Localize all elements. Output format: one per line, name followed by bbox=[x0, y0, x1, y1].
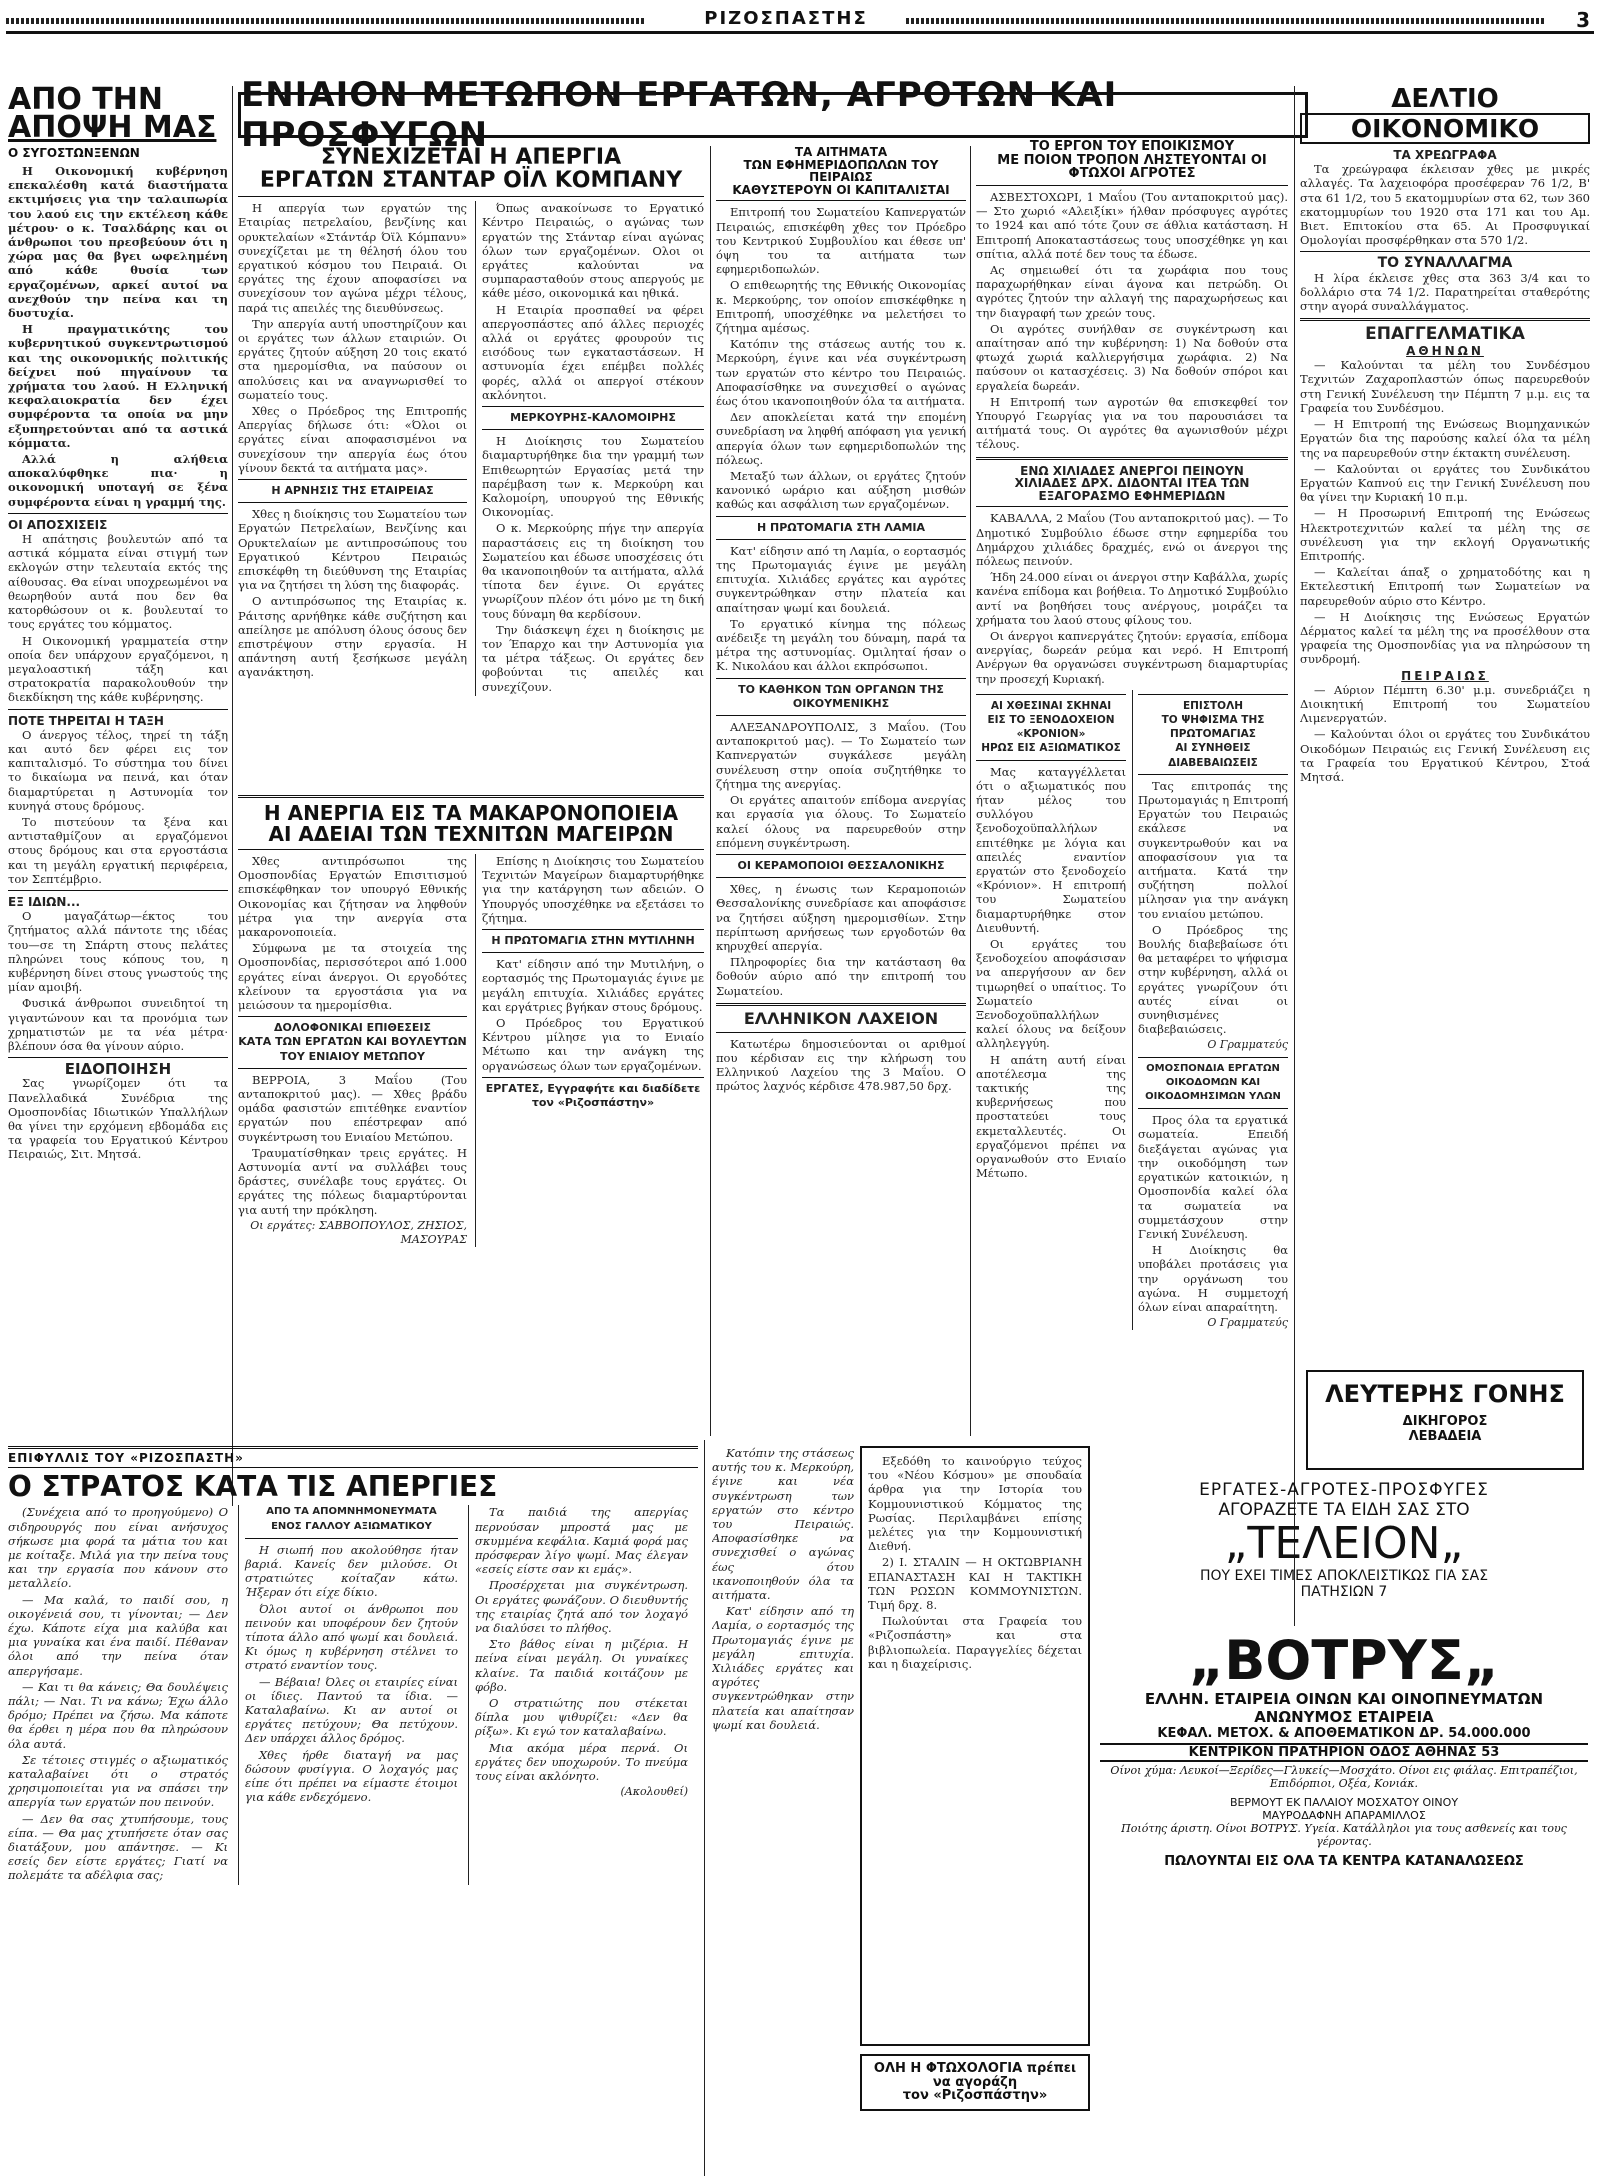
article-subheading bbox=[1138, 699, 1288, 770]
article-macaroni-unemployment bbox=[238, 790, 704, 1440]
section-heading: ΟΙ ΑΠΟΣΧΙΣΕΙΣ bbox=[8, 517, 108, 532]
paragraph: — Η Διοίκησις της Ενώσεως Εργατών Δέρματος καλεί τα μέλη της να προσέλθουν στα γραφεία της Ομοσπονδίας για να πληρώσουν τη συνδρομή. bbox=[1300, 609, 1590, 667]
paragraph: Ο στρατιώτης που στέκεται δίπλα μου ψιθυρίζει: «Δεν θα ρίξω». Κι εγώ τον καταλαβαίνω. bbox=[475, 1696, 688, 1739]
section-heading: ΕΞ ΙΔΙΩΝ... bbox=[8, 894, 81, 909]
paragraph: Τα χρεώγραφα έκλεισαν χθες με μικρές αλλαγές. Τα λαχειοφόρα προσέφεραν 76 1/2, Β' στα 61 1/2, του 5 εκατομμυρίων στα 62, των 360 εκατομμυρίων του 1920 στα 171 και του Αμ. Βιετ. Επιτοκίου στα 65. Αι Προσφυγικαί Ομολογίαι προσφέρθηκαν στα 570 1/2. bbox=[1300, 162, 1590, 248]
signature: Οι εργάτες: ΣΑΒΒΟΠΟΥΛΟΣ, ΖΗΣΙΟΣ, ΜΑΣΟΥΡΑΣ bbox=[250, 1218, 467, 1247]
paragraph: Φυσικά άνθρωποι συνειδητοί τη γιγαντώνουν και τα προνόμια των χρηματιστών με τα νέα μέτρα· βλέπουν όσα θα γίνουν αύριο. bbox=[8, 996, 228, 1053]
ad-line: ΑΓΟΡΑΖΕΤΕ ΤΑ ΕΙΔΗ ΣΑΣ ΣΤΟ bbox=[1218, 1500, 1470, 1520]
ad-line: ΑΝΩΝΥΜΟΣ ΕΤΑΙΡΕΙΑ bbox=[1254, 1708, 1434, 1726]
paragraph: Σύμφωνα με τα στοιχεία της Ομοσπονδίας, περισσότεροι από 1.000 εργάτες είναι άνεργοι. Οι εργοδότες κλείνουν τα εργοστάσια για να μειώσουν τα ημερομίσθια. bbox=[238, 941, 467, 1013]
banner-title: ΕΝΙΑΙΟΝ ΜΕΤΩΠΟΝ ΕΡΓΑΤΩΝ, ΑΓΡΟΤΩΝ ΚΑΙ ΠΡΟΣΦΥΓΩΝ bbox=[241, 75, 1118, 155]
paragraph: Δεν αποκλείεται κατά την επομένη συνεδρίαση να ληφθή απόφαση για γενική απεργία όλων των εφημεριδοπωλών της πόλεως. bbox=[716, 410, 966, 467]
paragraph: — Αύριον Πέμπτη 6.30' μ.μ. συνεδριάζει η Διοικητική Επιτροπή του Σωματείου Λιμενεργατών. bbox=[1300, 682, 1590, 726]
headline-line2: ΕΡΓΑΤΩΝ ΣΤΑΝΤΑΡ ΟΪΛ ΚΟΜΠΑΝΥ bbox=[259, 168, 683, 194]
article-subheading: Η ΠΡΩΤΟΜΑΓΙΑ ΣΤΗΝ ΜΥΤΙΛΗΝΗ bbox=[491, 934, 695, 948]
paragraph: Η Οικονομική γραμματεία στην οποία δεν υπάρχουν εργαζόμενοι, η μεγαλοαστική τάξη και στρατοκρατία παρακολουθούν την διεκδίκηση της κάθε κυβέρνησης. bbox=[8, 633, 228, 705]
subheading-line: ΑΙ ΣΥΝΗΘΕΙΣ ΔΙΑΒΕΒΑΙΩΣΕΙΣ bbox=[1168, 742, 1258, 769]
divider bbox=[716, 516, 966, 517]
divider bbox=[1138, 1108, 1288, 1109]
column-text bbox=[1300, 148, 1590, 784]
divider bbox=[482, 929, 704, 930]
paragraph: Η απάτη αυτή είναι αποτέλεσμα της τακτικής της κυβερνήσεως που προστατεύει τους εκμεταλλευτές. Οι εργαζόμενοι πρέπει να οργανωθούν στο Ενιαίο Μέτωπο. bbox=[976, 1052, 1126, 1181]
continued-note: (Ακολουθεί) bbox=[620, 1785, 688, 1799]
signature: Ο Γραμματεύς bbox=[1207, 1038, 1288, 1052]
subheading-line: ΧΙΛΙΑΔΕΣ ΔΡΧ. ΔΙΔΟΝΤΑΙ ΙΤΕΑ ΤΩΝ ΕΞΑΓΟΡΑΣΜΟ ΕΦΗΜΕΡΙΔΩΝ bbox=[1014, 476, 1250, 503]
paragraph: Οι εργάτες του ξενοδοχείου αποφάσισαν να απεργήσουν αν δεν τιμωρηθεί ο υπαίτιος. Το Σωματείο Ξενοδοχοϋπαλλήλων καλεί όλους να δείξουν αλληλεγγύη. bbox=[976, 937, 1126, 1051]
divider bbox=[976, 457, 1288, 460]
column-byline: Ο ΣΥΓΟΣΤΩΝΞΕΝΩΝ bbox=[8, 146, 140, 160]
column-title-line1: ΑΠΟ ΤΗΝ bbox=[8, 86, 163, 117]
headline-line1: Η ΑΝΕΡΓΙΑ ΕΙΣ ΤΑ ΜΑΚΑΡΟΝΟΠΟΙΕΙΑ bbox=[263, 801, 679, 825]
paragraph: Η Διοίκησις του Σωματείου διαμαρτυρήθηκε δια την γραμμή των Επιθεωρητών Εργασίας μετά την παρέμβαση των κ. Μερκούρη και Καλομοίρη, υπουργού της Εθνικής Οικονομίας. bbox=[482, 434, 704, 520]
section-heading: ΤΟ ΣΥΝΑΛΛΑΓΜΑ bbox=[1377, 255, 1513, 272]
divider bbox=[716, 854, 966, 855]
paragraph: — Η Προσωρινή Επιτροπή της Ενώσεως Ηλεκτροτεχνιτών καλεί τα μέλη της σε συνέλευση για την εκλογή Οργανωτικής Επιτροπής. bbox=[1300, 506, 1590, 563]
paragraph: — Καλείται άπαξ ο χρηματοδότης και η Εκτελεστική Επιτροπή των Σωματείων να παρευρεθούν αύριο στο Κέντρο. bbox=[1300, 565, 1590, 608]
paragraph: Το εργατικό κίνημα της πόλεως ανέδειξε τη μεγάλη του δύναμη, παρά τα μέτρα της αστυνομίας. Ομιληταί ήσαν ο Κ. Νικολάου και άλλοι εκπρόσωποι. bbox=[716, 616, 966, 674]
paragraph: Τραυματίσθηκαν τρεις εργάτες. Η Αστυνομία αντί να συλλάβει τους δράστες, συνέλαβε τους εργάτες. Οι εργάτες της πόλεως διαμαρτύρονται για αυτή την πρόκληση. bbox=[238, 1145, 467, 1217]
paragraph: Κατ' είδησιν από τη Λαμία, ο εορτασμός της Πρωτομαγιάς έγινε με μεγάλη επιτυχία. Χιλιάδες εργάτες και αγρότες συγκεντρώθηκαν στην πλατεία και απαίτησαν ψωμί και δουλειά. bbox=[716, 543, 966, 615]
ad-line: ΜΑΥΡΟΔΑΦΝΗ ΑΠΑΡΑΜΙΛΛΟΣ bbox=[1262, 1809, 1426, 1822]
paragraph: Προς όλα τα εργατικά σωματεία. Επειδή διεξάγεται αγώνας για την οικοδόμηση των εργατικών κατοικιών, η Ομοσπονδία καλεί όλα τα σωματεία να συμμετάσχουν στην Γενική Συνέλευση. bbox=[1138, 1113, 1288, 1241]
paragraph: Η απάτησις βουλευτών από τα αστικά κόμματα είναι στιγμή των εκλογών στην τελευταία εκτός της αίθουσας. Θα είναι υποχρεωμένοι να θεωρηθούν αυτά που δεν θα κατορθώσουν οι κ. βουλευταί το τους εργάτες του κόμματος. bbox=[8, 532, 228, 632]
section-heading: ΠΟΤΕ ΤΗΡΕΙΤΑΙ Η ΤΑΞΗ bbox=[8, 713, 164, 728]
feuilleton-subtitle bbox=[245, 1505, 458, 1533]
paragraph: Οι άνεργοι καπνεργάτες ζητούν: εργασία, επίδομα ανεργίας, δωρεάν ρεύμα και νερό. Η Επιτροπή Ανέργων θα οργανώσει συγκέντρωση διαμαρτυρίας την προσεχή Κυριακή. bbox=[976, 628, 1288, 686]
paragraph: ΑΣΒΕΣΤΟΧΩΡΙ, 1 Μαΐου (Του ανταποκριτού μας). — Στο χωριό «Αλειξίκι» ήλθαν πρόσφυγες αγρότες το 1924 και από τότε ζουν σε άθλια κατάσταση. Η Επιτροπή Αποκαταστάσεως τους υποσχέθηκε γη και σπίτια, αλλά ποτέ δεν τους τα έδωσε. bbox=[976, 189, 1288, 261]
paragraph: Ήδη 24.000 είναι οι άνεργοι στην Καβάλλα, χωρίς κανένα επίδομα και βοήθεια. Το Δημοτικό Συμβούλιο αντί να βοηθήσει τους ανέργους, μοιράζει τα χρήματα του λαού στους φίλους του. bbox=[976, 570, 1288, 627]
masthead bbox=[6, 8, 1594, 34]
subscribe-line: τον «Ριζοσπάστην» bbox=[902, 2088, 1048, 2104]
paragraph: — Και τι θα κάνεις; Θα δουλέψεις πάλι; — Ναι. Τι να κάνω; Έχω άλλο δρόμο; Πρέπει να ζήσω. Μα κάποτε θα έρθει η μέρα που θα πληρώσουν όλα αυτά. bbox=[8, 1679, 228, 1751]
divider bbox=[716, 539, 966, 540]
column-title bbox=[1300, 86, 1590, 144]
article-headline bbox=[976, 140, 1288, 181]
divider bbox=[8, 709, 228, 710]
divider bbox=[8, 890, 228, 891]
article-subheading bbox=[976, 465, 1288, 503]
divider bbox=[1138, 694, 1288, 695]
subheading-line: ΑΙ ΧΘΕΣΙΝΑΙ ΣΚΗΝΑΙ bbox=[990, 699, 1112, 712]
paragraph: Ο μαγαζάτωρ—έκτος του ζητήματος αλλά πάντοτε της ιδέας του—σε τη Σπάρτη στους πελάτες πληρώνει τους κόπους του, η κυβέρνηση δίνει στους γνωστούς της μίαν αμοιβή. bbox=[8, 909, 228, 995]
divider bbox=[238, 849, 704, 850]
paragraph: Σε τέτοιες στιγμές ο αξιωματικός καταλαβαίνει ότι ο στρατός χρησιμοποιείται για να σπάσει την απεργία των εργατών που πεινούν. bbox=[8, 1752, 228, 1810]
article-settlement bbox=[976, 140, 1288, 1440]
publications-notice bbox=[860, 1446, 1090, 2046]
article-headline bbox=[238, 146, 704, 192]
divider bbox=[716, 1003, 966, 1006]
paragraph: Ο κ. Μερκούρης πήγε την απεργία παραστάσεις εις τη διοίκηση του Σωματείου και έδωσε υποσχέσεις ότι θα ικανοποιηθούν τα αιτήματα, αλλά τίποτα δεν έγινε. Οι εργάτες γνωρίζουν πλέον ότι μόνο με τη δική τους δύναμη θα κερδίσουν. bbox=[482, 521, 704, 621]
paragraph: Ο Πρόεδρος του Εργατικού Κέντρου μίλησε για το Ενιαίο Μέτωπο και την ανάγκη της οργανώσεως όλων των εργαζομένων. bbox=[482, 1016, 704, 1073]
column-rule bbox=[1294, 86, 1295, 1626]
article-subheading: Η ΑΡΝΗΣΙΣ ΤΗΣ ΕΤΑΙΡΕΙΑΣ bbox=[271, 484, 434, 498]
paragraph: Όπως ανακοίνωσε το Εργατικό Κέντρο Πειραιώς, ο αγώνας των εργατών της Στάνταρ είναι αγώνας όλων των εργαζομένων. Ολοι οι εργάτες καλούνται να συμπαρασταθούν στους απεργούς με κάθε μέσο, οικονομικά και ηθικά. bbox=[482, 201, 704, 301]
paragraph: Κατ' είδησιν από τη Λαμία, ο εορτασμός της Πρωτομαγιάς έγινε με μεγάλη επιτυχία. Χιλιάδες εργάτες και αγρότες συγκεντρώθηκαν στην πλατεία και απαίτησαν ψωμί και δουλειά. bbox=[712, 1604, 854, 1732]
masthead-rule-right bbox=[906, 18, 1546, 24]
column-title bbox=[8, 86, 228, 145]
paragraph: Ας σημειωθεί ότι τα χωράφια που τους παραχωρήθηκαν είναι άγονα και πετρώδη. Οι αγρότες ζητούν την αλλαγή της παραχωρήσεως και την διαγραφή των χρεών τους. bbox=[976, 262, 1288, 320]
section-subheading: ΑΘΗΝΩΝ bbox=[1406, 344, 1484, 359]
column-economic-bulletin bbox=[1300, 86, 1590, 1356]
article-body bbox=[238, 854, 704, 1247]
ad-line: ΠΟΥ ΕΧΕΙ ΤΙΜΕΣ ΑΠΟΚΛΕΙΣΤΙΚΩΣ ΓΙΑ ΣΑΣ bbox=[1199, 1568, 1489, 1584]
article-subheading: ΕΛΛΗΝΙΚΟΝ ΛΑΧΕΙΟΝ bbox=[743, 1008, 939, 1028]
paragraph: Εξεδόθη το καινούργιο τεύχος του «Νέου Κόσμου» με σπουδαία άρθρα για την Ιστορία του Κομμουνιστικού Κόμματος της Ρωσίας. Περιλαμβάνει επίσης μελέτες για την Κομμουνιστική Διεθνή. bbox=[868, 1454, 1082, 1554]
article-column-a bbox=[976, 690, 1126, 1331]
feuilleton-column-1 bbox=[8, 1505, 228, 1884]
paragraph: — Βέβαια! Όλες οι εταιρίες είναι οι ίδιες. Παντού τα ίδια. — Καταλαβαίνω. Κι αν αυτοί οι εργάτες πετύχουν; Θα πετύχουν. Δεν υπάρχει άλλος δρόμος. bbox=[245, 1674, 458, 1746]
ad-line: ΒΕΡΜΟΥΤ ΕΚ ΠΑΛΑΙΟΥ ΜΟΣΧΑΤΟΥ ΟΙΝΟΥ bbox=[1229, 1796, 1459, 1809]
votrys-ad bbox=[1100, 1629, 1588, 2172]
column-title-line2: ΑΠΟΨΗ ΜΑΣ bbox=[8, 110, 217, 145]
subheading-line: ΕΝΩ ΧΙΛΙΑΔΕΣ ΑΝΕΡΓΟΙ ΠΕΙΝΟΥΝ bbox=[1020, 463, 1244, 478]
paragraph: Επίσης η Διοίκησις του Σωματείου Τεχνιτών Μαγείρων διαμαρτυρήθηκε για την κατάργηση των αδειών. Ο Υπουργός υποσχέθηκε να εξετάσει το ζήτημα. bbox=[482, 854, 704, 925]
ad-line: ΚΕΝΤΡΙΚΟΝ ΠΡΑΤΗΡΙΟΝ ΟΔΟΣ ΑΘΗΝΑΣ 53 bbox=[1100, 1743, 1588, 1762]
divider bbox=[716, 877, 966, 878]
ad-line: Οίνοι χύμα: Λευκοί—Ξερίδες—Γλυκείς—Μοσχάτο. Οίνοι εις φιάλας. Επιτραπέζιοι, Επιδόρπιοι, Οξέα, Κονιάκ. bbox=[1110, 1764, 1578, 1790]
article-standard-oil-strike bbox=[238, 146, 704, 786]
subheading-line: ΚΑΤΑ ΤΩΝ ΕΡΓΑΤΩΝ ΚΑΙ ΒΟΥΛΕΥΤΩΝ bbox=[238, 1035, 467, 1049]
subheading-line: ΕΙΣ ΤΟ ΞΕΝΟΔΟΧΕΙΟΝ «ΚΡΟΝΙΟΝ» bbox=[987, 714, 1115, 741]
paragraph: — Η Επιτροπή της Ενώσεως Βιομηχανικών Εργατών δια της παρούσης καλεί όλα τα μέλη της να παρευρεθούν στην έκτακτη συνέλευση. bbox=[1300, 417, 1590, 460]
paragraph: Ο άνεργος τέλος, τηρεί τη τάξη και αυτό δεν φέρει εις τον καπιταλισμό. Το σύστημα του δίνει το δικαίωμα να πεινά, και όταν διαμαρτύρεται η Αστυνομία τον κυνηγά στους δρόμους. bbox=[8, 727, 228, 813]
ad-line: ΕΡΓΑΤΕΣ-ΑΓΡΟΤΕΣ-ΠΡΟΣΦΥΓΕΣ bbox=[1199, 1480, 1489, 1500]
feuilleton-label: ΕΠΙΦΥΛΛΙΣ ΤΟΥ «ΡΙΖΟΣΠΑΣΤΗ» bbox=[8, 1446, 698, 1468]
divider bbox=[238, 479, 467, 480]
paragraph: Η λίρα έκλεισε χθες στα 363 3/4 και το δολλάριο στα 74 1/2. Παρατηρείται σταθερότης στην αγορά συναλλάγματος. bbox=[1300, 270, 1590, 314]
paragraph: Σας γνωρίζομεν ότι τα Πανελλαδικά Συνέδρια της Ομοσπονδίας Ιδιωτικών Υπαλλήλων θα γίνει την ερχόμενη εβδομάδα εις τα γραφεία του Εργατικού Κέντρου Πειραιώς, Σιτ. Μητσά. bbox=[8, 1076, 228, 1162]
column-text bbox=[8, 164, 228, 1162]
divider bbox=[716, 200, 966, 201]
paragraph: ΚΑΒΑΛΛΑ, 2 Μαΐου (Του ανταποκριτού μας). — Το Δημοτικό Συμβούλιο έδωσε στην εφημερίδα του Δημάρχου χιλιάδες δραχμές, ενώ οι άνεργοι της πόλεως πεινούν. bbox=[976, 511, 1288, 568]
paragraph: ΒΕΡΡΟΙΑ, 3 Μαΐου (Του ανταποκριτού μας). — Χθες βράδυ ομάδα φασιστών επιτέθηκε εναντίον εργατών που επέστρεφαν από συγκέντρωση του Ενιαίου Μετώπου. bbox=[238, 1072, 467, 1144]
paragraph: Ο Πρόεδρος της Βουλής διαβεβαίωσε ότι θα μεταφέρει το ψήφισμα στην κυβέρνηση, αλλά οι εργάτες γνωρίζουν ότι αυτές είναι οι συνηθισμένες διαβεβαιώσεις. bbox=[1138, 922, 1288, 1037]
column-rule bbox=[232, 86, 233, 1506]
page-number: 3 bbox=[1576, 8, 1590, 32]
article-headline bbox=[716, 146, 966, 196]
divider bbox=[482, 952, 704, 953]
headline-line1: ΣΥΝΕΧΙΖΕΤΑΙ Η ΑΠΕΡΓΙΑ bbox=[320, 146, 622, 170]
paragraph: ΑΛΕΞΑΝΔΡΟΥΠΟΛΙΣ, 3 Μαΐου. (Του ανταποκριτού μας). — Το Σωματείο των Καπνεργατών συγκάλεσε μεγάλη συνέλευση στην οποία συζητήθηκε το ζήτημα της ανεργίας. bbox=[716, 720, 966, 791]
article-column-b bbox=[475, 201, 704, 696]
paragraph: Κατωτέρω δημοσιεύονται οι αριθμοί που κέρδισαν εις την κλήρωση του Ελληνικού Λαχείου της 3 Μαΐου. Ο πρώτος λαχνός κέρδισε 478.987,50 δρχ. bbox=[716, 1036, 966, 1094]
feuilleton-overflow bbox=[712, 1446, 854, 2176]
paragraph: Κατ' είδησιν από την Μυτιλήνη, ο εορτασμός της Πρωτομαγιάς έγινε με μεγάλη επιτυχία. Χιλιάδες εργάτες και εργάτριες βγήκαν στους δρόμους. bbox=[482, 957, 704, 1014]
feuilleton-body bbox=[8, 1505, 698, 1884]
paragraph: Επιτροπή του Σωματείου Καπνεργατών Πειραιώς, επισκέφθη χθες τον Πρόεδρο του Κεντρικού Συμβουλίου και έθεσε υπ' όψη του τα αιτήματα των εφημεριδοπωλών. bbox=[716, 205, 966, 277]
paragraph: Τας επιτροπάς της Πρωτομαγιάς η Επιτροπή Εργατών του Πειραιώς εκάλεσε να συγκεντρωθούν και να αποφασίσουν για τα αιτήματα. Κατά την συζήτηση πολλοί μίλησαν για την ανάγκη του ενιαίου μετώπου. bbox=[1138, 778, 1288, 921]
teleion-ad bbox=[1100, 1480, 1588, 1610]
ad-line: ΠΩΛΟΥΝΤΑΙ ΕΙΣ ΟΛΑ ΤΑ ΚΕΝΤΡΑ ΚΑΤΑΝΑΛΩΣΕΩΣ bbox=[1164, 1854, 1524, 1869]
ad-brand: „ΒΟΤΡΥΣ„ bbox=[1188, 1629, 1500, 1692]
feuilleton bbox=[8, 1446, 698, 2176]
column-rule bbox=[704, 1440, 705, 2176]
subheading-line: ΔΟΛΟΦΟΝΙΚΑΙ ΕΠΙΘΕΣΕΙΣ bbox=[273, 1021, 431, 1035]
paragraph: Χθες ο Πρόεδρος της Επιτροπής Απεργίας δήλωσε ότι: «Όλοι οι εργάτες είναι αποφασισμένοι να συνεχίσουν την απεργία έως ότου γίνουν δεκτά τα αιτήματα μας». bbox=[238, 404, 467, 475]
article-column-a bbox=[238, 201, 467, 696]
headline-line1: ΤΑ ΑΙΤΗΜΑΤΑ bbox=[794, 146, 888, 159]
paragraph: Μια ακόμα μέρα περνά. Οι εργάτες δεν υποχωρούν. Το πνεύμα τους είναι ακλόνητο. bbox=[475, 1740, 688, 1784]
divider bbox=[1300, 251, 1590, 252]
paragraph: Η Διοίκησις θα υποβάλει προτάσεις για την οργάνωση του αγώνα. Η συμμετοχή όλων είναι απαραίτητη. bbox=[1138, 1243, 1288, 1314]
subheading-line: ΟΜΟΣΠΟΝΔΙΑ ΕΡΓΑΤΩΝ bbox=[1146, 1062, 1280, 1074]
paragraph: 2) Ι. ΣΤΑΛΙΝ — Η ΟΚΤΩΒΡΙΑΝΗ ΕΠΑΝΑΣΤΑΣΗ ΚΑΙ Η ΤΑΚΤΙΚΗ ΤΩΝ ΡΩΣΩΝ ΚΟΜΜΟΥΝΙΣΤΩΝ. Τιμή δρχ. 8. bbox=[868, 1555, 1082, 1613]
paragraph: Η σιωπή που ακολούθησε ήταν βαριά. Κανείς δεν μιλούσε. Οι στρατιώτες κοίταζαν κάτω. Ήξεραν ότι είχε δίκιο. bbox=[245, 1542, 458, 1600]
paragraph: Ο αντιπρόσωπος της Εταιρίας κ. Ράιτσης αρνήθηκε κάθε συζήτηση και απείλησε με απόλυση όλους όσους δεν επιστρέψουν στην εργασία. Η απάντηση αυτή ξεσήκωσε μεγάλη αγανάκτηση. bbox=[238, 594, 467, 680]
article-column-a bbox=[238, 854, 467, 1247]
divider bbox=[238, 795, 704, 798]
subheading-line: ΟΙΚΟΔΟΜΩΝ ΚΑΙ ΟΙΚΟΔΟΜΗΣΙΜΩΝ ΥΛΩΝ bbox=[1145, 1076, 1281, 1103]
article-body bbox=[238, 201, 704, 696]
subscribe-line: ΟΛΗ Η ΦΤΩΧΟΛΟΓΙΑ πρέπει να αγοράζη bbox=[873, 2061, 1077, 2090]
article-text bbox=[716, 205, 966, 1093]
paragraph: Αλλά η αλήθεια αποκαλύφθηκε πια· η οικονομική υποταγή σε ξένα συμφέροντα είναι η γραμμή της. bbox=[8, 452, 228, 509]
paragraph: Η Οικονομική κυβέρνηση επεκαλέσθη κατά διαστήματα εκτιμήσεις για την ταλαιπωρία του λαού εις την εκτέλεση κάθε μέτρου· ο κ. Τσαλδάρης και οι άνθρωποι του πρεσβεύουν ότι η χώρα μας θα βγει ωφελημένη από κάθε θυσία των εργαζομένων, αρκεί αυτοί να ανεχθούν την πείνα και τη δυστυχία. bbox=[8, 164, 228, 321]
paragraph: Το πιστεύουν τα ξένα και αντισταθμίζουν αι εργαζόμενοι στους δρόμους και στα εργοστάσια και τη μεγάλη εργατική περιφέρεια, τον Σεπτέμβριο. bbox=[8, 814, 228, 886]
divider bbox=[245, 1538, 458, 1539]
masthead-title: ΡΙΖΟΣΠΑΣΤΗΣ bbox=[704, 8, 868, 29]
section-heading: ΤΑ ΧΡΕΩΓΡΑΦΑ bbox=[1393, 148, 1497, 162]
headline-line2: ΑΙ ΑΔΕΙΑΙ ΤΩΝ ΤΕΧΝΙΤΩΝ ΜΑΓΕΙΡΩΝ bbox=[268, 822, 674, 846]
lawyer-ad bbox=[1306, 1370, 1584, 1470]
lawyer-city: ΛΕΒΑΔΕΙΑ bbox=[1408, 1429, 1482, 1444]
feuilleton-column-3 bbox=[468, 1505, 688, 1884]
article-subheading: ΤΟ ΚΑΘΗΚΟΝ ΤΩΝ ΟΡΓΑΝΩΝ ΤΗΣ ΟΙΚΟΥΜΕΝΙΚΗΣ bbox=[738, 682, 944, 710]
paragraph: Χθες ήρθε διαταγή να μας δώσουν φυσίγγια. Ο λοχαγός μας είπε ότι πρέπει να είμαστε έτοιμοι για κάθε ενδεχόμενο. bbox=[245, 1747, 458, 1805]
paragraph: Οι εργάτες απαιτούν επίδομα ανεργίας και εργασία για όλους. Το Σωματείο καλεί όλους να παρευρεθούν στην επόμενη συγκέντρωση. bbox=[716, 793, 966, 850]
paragraph: Όλοι αυτοί οι άνθρωποι που πεινούν και υποφέρουν δεν ζητούν τίποτα άλλο από ψωμί και δουλειά. Κι όμως η κυβέρνηση στέλνει το στρατό εναντίον τους. bbox=[245, 1601, 458, 1673]
column-rule bbox=[710, 146, 711, 1436]
section-heading: ΕΙΔΟΠΟΙΗΣΗ bbox=[64, 1060, 172, 1079]
subheading-line: ΗΡΩΣ ΕΙΣ ΑΞΙΩΜΑΤΙΚΟΣ bbox=[981, 742, 1121, 755]
paragraph: Προσέρχεται μια συγκέντρωση. Οι εργάτες φωνάζουν. Ο διευθυντής της εταιρίας ζητά από τον λοχαγό να διαλύσει το πλήθος. bbox=[475, 1578, 688, 1636]
lawyer-role: ΔΙΚΗΓΟΡΟΣ bbox=[1402, 1414, 1488, 1429]
divider bbox=[8, 1057, 228, 1058]
paragraph: Οι αγρότες συνήλθαν σε συγκέντρωση και απαίτησαν από την κυβέρνηση: 1) Να δοθούν στα φτωχά χωριά καλλιεργήσιμα χωράφια. 2) Να παύσουν οι κατασχέσεις. 3) Να δοθούν σπόροι και εργαλεία δωρεάν. bbox=[976, 321, 1288, 393]
article-subsection bbox=[976, 690, 1288, 1331]
ad-line: ΚΕΦΑΛ. ΜΕΤΟΧ. & ΑΠΟΘΕΜΑΤΙΚΟΝ ΔΡ. 54.000.000 bbox=[1157, 1726, 1531, 1741]
publications-box bbox=[860, 1446, 1090, 2176]
divider bbox=[976, 760, 1126, 761]
headline-line3: ΚΑΘΥΣΤΕΡΟΥΝ ΟΙ ΚΑΠΙΤΑΛΙΣΤΑΙ bbox=[732, 182, 950, 197]
column-title-line2: ΟΙΚΟΝΟΜΙΚΟ bbox=[1300, 113, 1590, 144]
paragraph: — Καλούνται τα μέλη του Συνδέσμου Τεχνιτών Ζαχαροπλαστών όπως παρευρεθούν στη Γενική Συνέλευση την Πέμπτη 7 μ.μ. εις τα Γραφεία του Συνδέσμου. bbox=[1300, 358, 1590, 415]
ad-line: Ποιότης άριστη. Οίνοι ΒΟΤΡΥΣ. Υγεία. Κατάλληλοι για τους ασθενείς και τους γέροντας. bbox=[1121, 1822, 1567, 1848]
subtitle-line: ΕΝΟΣ ΓΑΛΛΟΥ ΑΞΙΩΜΑΤΙΚΟΥ bbox=[271, 1520, 432, 1532]
subheading-line: ΤΟΥ ΕΝΙΑΙΟΥ ΜΕΤΩΠΟΥ bbox=[279, 1049, 426, 1063]
article-column-b bbox=[475, 854, 704, 1247]
divider bbox=[238, 502, 467, 503]
paragraph: Μεταξύ των άλλων, οι εργάτες ζητούν κανονικό ωράριο και αύξηση μισθών καθώς και ασφάλιση των εργαζομένων. bbox=[716, 469, 966, 512]
article-headline bbox=[238, 803, 704, 845]
paragraph: Πωλούνται στα Γραφεία του «Ριζοσπάστη» και στα βιβλιοπωλεία. Παραγγελίες δέχεται και η διαχείρισις. bbox=[868, 1614, 1082, 1671]
subheading-line: ΤΟ ΨΗΦΙΣΜΑ ΤΗΣ ΠΡΩΤΟΜΑΓΙΑΣ bbox=[1161, 714, 1265, 741]
paragraph: Την διάσκεψη έχει η διοίκησις με τον Έπαρχο και την Αστυνομία για τα μέτρα τάξεως. Οι εργάτες δεν φοβούνται τις απειλές και συνεχίζουν. bbox=[482, 622, 704, 694]
divider bbox=[1138, 774, 1288, 775]
paragraph: Η απεργία των εργατών της Εταιρίας πετρελαίου, βενζίνης και ορυκτελαίων «Στάντάρ Όϊλ Κόμπανυ» συνεχίζεται με τη θέλησή όλου του εργατικού κόσμου του Πειραιά. Οι εργάτες της έχουν αποφασίσει να συνεχίσουν τον αγώνα μέχρι τέλους, παρά τις απειλές της διευθύνσεως. bbox=[238, 201, 467, 315]
divider bbox=[238, 1016, 467, 1017]
paragraph: Πληροφορίες δια την κατάσταση θα δοθούν αύριο από την επιτροπή του Σωματείου. bbox=[716, 955, 966, 998]
ad-line: ΠΑΤΗΣΙΩΝ 7 bbox=[1300, 1584, 1388, 1600]
paragraph: Η πραγματικότης του κυβερνητικού συγκεντρωτισμού και της οικονομικής πολιτικής δείχνει πού πηγαίνουν τα χρήματα του λαού. Η Ελληνική κεφαλαιοκρατία δεν έχει συμφέροντα τα οποία να μην εξυπηρετούνται από τα αστικά κόμματα. bbox=[8, 322, 228, 450]
paragraph: — Καλούνται όλοι οι εργάτες του Συνδικάτου Οικοδόμων Πειραιώς εις Γενική Συνέλευση εις τα Γραφεία του Εργατικού Κέντρου, Στοά Μητσά. bbox=[1300, 727, 1590, 784]
divider bbox=[238, 196, 704, 197]
paragraph: Κατόπιν της στάσεως αυτής του κ. Μερκούρη, έγινε και νέα συγκέντρωση των εργατών στο κέντρο του Πειραιώς. Αποφασίσθηκε να συνεχισθεί ο αγώνας έως ότου ικανοποιηθούν όλα τα αιτήματα. bbox=[716, 337, 966, 409]
ad-brand: „ΤΕΛΕΙΟΝ„ bbox=[1224, 1518, 1464, 1569]
divider bbox=[976, 694, 1126, 695]
call-to-action: ΕΡΓΑΤΕΣ, Εγγραφήτε και διαδίδετε τον «Ριζοσπάστην» bbox=[485, 1081, 701, 1110]
divider bbox=[238, 1068, 467, 1069]
article-text bbox=[976, 190, 1288, 686]
article-newspaper-sellers bbox=[716, 146, 966, 1436]
subtitle-line: ΑΠΟ ΤΑ ΑΠΟΜΝΗΜΟΝΕΥΜΑΤΑ bbox=[266, 1506, 437, 1518]
article-subheading: Η ΠΡΩΤΟΜΑΓΙΑ ΣΤΗ ΛΑΜΙΑ bbox=[756, 520, 926, 534]
headline-line1: ΤΟ ΕΡΓΟΝ ΤΟΥ ΕΠΟΙΚΙΣΜΟΥ bbox=[1029, 140, 1235, 154]
headline-line2: ΜΕ ΠΟΙΟΝ ΤΡΟΠΟΝ ΛΗΣΤΕΥΟΝΤΑΙ ΟΙ ΦΤΩΧΟΙ ΑΓΡΟΤΕΣ bbox=[997, 152, 1267, 182]
divider bbox=[482, 1077, 704, 1078]
paragraph: Την απεργία αυτή υποστηρίζουν και οι εργάτες των άλλων εταιριών. Οι εργάτες ζητούν αύξηση 20 τοις εκατό στα ημερομίσθια, να παύσουν οι απολύσεις και να αναγνωρισθεί το σωματείο τους. bbox=[238, 316, 467, 402]
signature: Ο Γραμματεύς bbox=[1207, 1316, 1288, 1330]
article-column-b bbox=[1132, 690, 1288, 1331]
paragraph: Η Επιτροπή των αγροτών θα επισκεφθεί τον Υπουργό Γεωργίας για να του παρουσιάσει τα αιτήματά τους. Οι αγρότες θα αγωνισθούν μέχρι τέλους. bbox=[976, 394, 1288, 452]
divider bbox=[8, 513, 228, 514]
subheading-line: ΕΠΙΣΤΟΛΗ bbox=[1182, 699, 1244, 712]
paragraph: — Μα καλά, το παιδί σου, η οικογένειά σου, τι γίνονται; — Δεν έχω. Κάποτε είχα μια καλύβα και μια γυναίκα και ένα παιδί. Πέθαναν όλοι από την πείνα όταν απεργήσαμε. bbox=[8, 1592, 228, 1678]
paragraph: Χθες αντιπρόσωποι της Ομοσπονδίας Εργατών Επισιτισμού επισκέφθηκαν τον υπουργό Εθνικής Οικονομίας και ζήτησαν να ληφθούν μέτρα για την ανεργία στα μακαρονοποιεία. bbox=[238, 854, 467, 940]
paragraph: Μας καταγγέλλεται ότι ο αξιωματικός που ήταν μέλος του συλλόγου ξενοδοχοϋπαλλήλων επιτέθηκε με λόγια και απειλές εναντίον εργατών στο ξενοδοχείο «Κρόνιον». Η επιτροπή του Σωματείου διαμαρτυρήθηκε στον Διευθυντή. bbox=[976, 764, 1126, 935]
article-subheading: ΟΙ ΚΕΡΑΜΟΠΟΙΟΙ ΘΕΣΣΑΛΟΝΙΚΗΣ bbox=[737, 858, 945, 872]
paragraph: Στο βάθος είναι η μιζέρια. Η πείνα είναι μεγάλη. Οι γυναίκες κλαίνε. Τα παιδιά κοιτάζουν με φόβο. bbox=[475, 1637, 688, 1694]
paragraph: (Συνέχεια από το προηγούμενο) Ο σιδηρουργός που είναι ανήσυχος σήκωσε μια φορά τα μάτια του και με κοίταξε. Μιλά για την πείνα τους και την εργασία που κάνουν στο μεταλλείο. bbox=[8, 1505, 228, 1591]
lawyer-name: ΛΕΥΤΕΡΗΣ ΓΟΝΗΣ bbox=[1325, 1380, 1565, 1408]
paragraph: Χθες, η ένωσις των Κεραμοποιών Θεσσαλονίκης συνεδρίασε και αποφάσισε να ζητήσει αύξηση ημερομισθίων. Στην περίπτωση αρνήσεως των εργοδοτών θα κηρυχθεί απεργία. bbox=[716, 882, 966, 953]
section-heading: ΕΠΑΓΓΕΛΜΑΤΙΚΑ bbox=[1365, 324, 1525, 345]
paragraph: — Καλούνται οι εργάτες του Συνδικάτου Εργατών Καπνού εις την Γενική Συνέλευση που θα γίνει την Κυριακή 10 π.μ. bbox=[1300, 461, 1590, 505]
article-subheading bbox=[976, 699, 1126, 756]
divider bbox=[482, 406, 704, 407]
divider bbox=[1138, 1057, 1288, 1058]
paragraph: Ο επιθεωρητής της Εθνικής Οικονομίας κ. Μερκούρης, τον οποίον επισκέφθηκε η Επιτροπή, υποσχέθηκε να μελετήσει το ζήτημα αμέσως. bbox=[716, 278, 966, 335]
divider bbox=[716, 1032, 966, 1033]
feuilleton-title: Ο ΣΤΡΑΤΟΣ ΚΑΤΑ ΤΙΣ ΑΠΕΡΓΙΕΣ bbox=[8, 1470, 498, 1503]
ad-line: ΕΛΛΗΝ. ΕΤΑΙΡΕΙΑ ΟΙΝΩΝ ΚΑΙ ΟΙΝΟΠΝΕΥΜΑΤΩΝ bbox=[1144, 1690, 1544, 1708]
paragraph: Τα παιδιά της απεργίας περνούσαν μπροστά μας με σκυμμένα κεφάλια. Καμιά φορά μας πρόσφεραν λίγο ψωμί. Μας έλεγαν «εσείς είστε σαν κι εμάς». bbox=[475, 1505, 688, 1577]
column-left bbox=[8, 86, 228, 1506]
divider bbox=[716, 678, 966, 679]
article-subheading: ΜΕΡΚΟΥΡΗΣ-ΚΑΛΟΜΟΙΡΗΣ bbox=[510, 411, 676, 425]
article-subheading bbox=[238, 1021, 467, 1064]
section-subheading: ΠΕΙΡΑΙΩΣ bbox=[1401, 668, 1489, 683]
article-subheading bbox=[1138, 1062, 1288, 1105]
paragraph: Χθες η διοίκησις του Σωματείου των Εργατών Πετρελαίων, Βενζίνης και Ορυκτελαίων με αντιπροσώπους του Εργατικού Κέντρου Πειραιώς επισκέφθη τη διεύθυνση της Εταιρίας για να ζητήσει τη λύση της διαφοράς. bbox=[238, 507, 467, 593]
paragraph: Η Εταιρία προσπαθεί να φέρει απεργοσπάστες από άλλες περιοχές αλλά οι εργάτες φρουρούν τις εισόδους των εγκαταστάσεων. Η αστυνομία έχει επέμβει πολλές φορές, αλλά οι απεργοί στέκουν ακλόνητοι. bbox=[482, 302, 704, 402]
divider bbox=[482, 429, 704, 430]
headline-line2: ΤΩΝ ΕΦΗΜΕΡΙΔΟΠΩΛΩΝ ΤΟΥ ΠΕΙΡΑΙΩΣ bbox=[743, 157, 939, 185]
paragraph: — Δεν θα σας χτυπήσουμε, τους είπα. — Θα μας χτυπήσετε όταν σας διατάξουν, μου απάντησε. — Κι εσείς δεν είστε εργάτες; Γιατί να πολεμάτε τα αδέλφια σας; bbox=[8, 1811, 228, 1883]
column-rule bbox=[970, 146, 971, 1436]
masthead-rule-left bbox=[6, 18, 646, 24]
column-title-line1: ΔΕΛΤΙΟ bbox=[1391, 86, 1499, 114]
divider bbox=[976, 185, 1288, 186]
divider bbox=[976, 506, 1288, 507]
subscribe-notice bbox=[860, 2054, 1090, 2111]
divider bbox=[716, 715, 966, 716]
divider bbox=[1300, 318, 1590, 321]
feuilleton-column-2 bbox=[238, 1505, 458, 1884]
paragraph: Κατόπιν της στάσεως αυτής του κ. Μερκούρη, έγινε και νέα συγκέντρωση των εργατών στο κέντρο του Πειραιώς. Αποφασίσθηκε να συνεχισθεί ο αγώνας έως ότου ικανοποιηθούν όλα τα αιτήματα. bbox=[712, 1446, 854, 1603]
